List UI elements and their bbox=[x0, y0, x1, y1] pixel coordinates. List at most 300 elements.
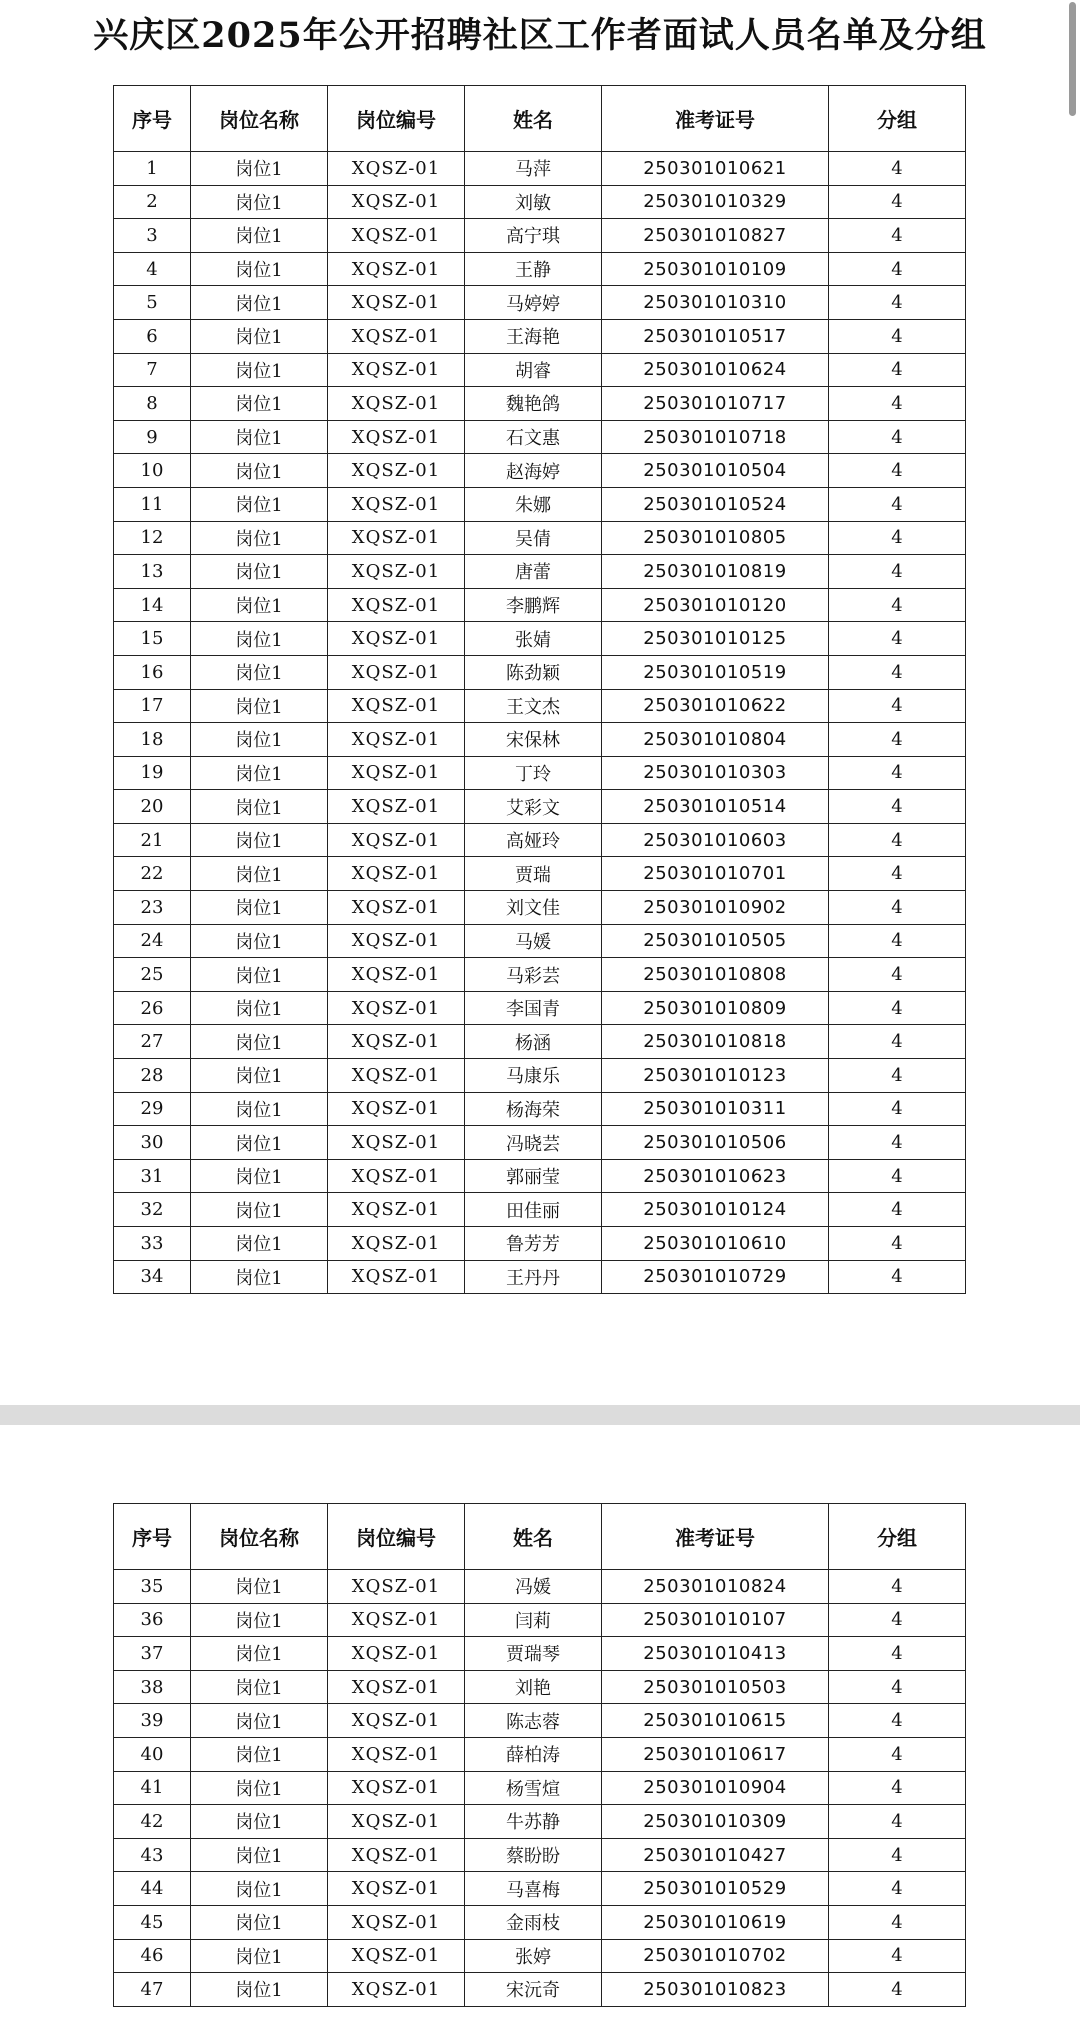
cell-group: 4 bbox=[829, 1227, 966, 1261]
cell-seq: 19 bbox=[114, 756, 191, 790]
cell-seq: 16 bbox=[114, 655, 191, 689]
cell-seq: 32 bbox=[114, 1193, 191, 1227]
cell-position-name: 岗位1 bbox=[191, 319, 328, 353]
cell-position-code: XQSZ-01 bbox=[328, 1126, 465, 1160]
cell-group: 4 bbox=[829, 1570, 966, 1604]
header-group: 分组 bbox=[829, 86, 966, 152]
cell-position-code: XQSZ-01 bbox=[328, 1025, 465, 1059]
cell-position-name: 岗位1 bbox=[191, 555, 328, 589]
cell-position-code: XQSZ-01 bbox=[328, 1771, 465, 1805]
cell-exam-id: 250301010125 bbox=[602, 622, 829, 656]
cell-position-name: 岗位1 bbox=[191, 1872, 328, 1906]
cell-group: 4 bbox=[829, 1159, 966, 1193]
cell-group: 4 bbox=[829, 1670, 966, 1704]
cell-exam-id: 250301010413 bbox=[602, 1637, 829, 1671]
cell-position-code: XQSZ-01 bbox=[328, 1260, 465, 1294]
cell-position-code: XQSZ-01 bbox=[328, 252, 465, 286]
cell-name: 李鹏辉 bbox=[465, 588, 602, 622]
cell-name: 刘艳 bbox=[465, 1670, 602, 1704]
table-row bbox=[114, 1126, 966, 1160]
cell-position-code: XQSZ-01 bbox=[328, 1227, 465, 1261]
cell-name: 薛柏涛 bbox=[465, 1737, 602, 1771]
cell-seq: 12 bbox=[114, 521, 191, 555]
cell-position-name: 岗位1 bbox=[191, 1704, 328, 1738]
cell-exam-id: 250301010310 bbox=[602, 286, 829, 320]
cell-position-name: 岗位1 bbox=[191, 152, 328, 186]
cell-position-name: 岗位1 bbox=[191, 1637, 328, 1671]
cell-exam-id: 250301010804 bbox=[602, 723, 829, 757]
cell-position-name: 岗位1 bbox=[191, 924, 328, 958]
cell-position-name: 岗位1 bbox=[191, 958, 328, 992]
table-row bbox=[114, 1973, 966, 2007]
cell-group: 4 bbox=[829, 991, 966, 1025]
cell-position-name: 岗位1 bbox=[191, 588, 328, 622]
cell-seq: 14 bbox=[114, 588, 191, 622]
cell-position-name: 岗位1 bbox=[191, 1737, 328, 1771]
cell-exam-id: 250301010824 bbox=[602, 1570, 829, 1604]
cell-group: 4 bbox=[829, 1838, 966, 1872]
table-row bbox=[114, 1838, 966, 1872]
header-name: 姓名 bbox=[465, 86, 602, 152]
header-exam-id: 准考证号 bbox=[602, 86, 829, 152]
cell-group: 4 bbox=[829, 1872, 966, 1906]
cell-group: 4 bbox=[829, 1737, 966, 1771]
cell-name: 杨海荣 bbox=[465, 1092, 602, 1126]
cell-name: 冯媛 bbox=[465, 1570, 602, 1604]
cell-name: 刘敏 bbox=[465, 185, 602, 219]
cell-exam-id: 250301010621 bbox=[602, 152, 829, 186]
cell-group: 4 bbox=[829, 723, 966, 757]
cell-seq: 21 bbox=[114, 823, 191, 857]
cell-position-name: 岗位1 bbox=[191, 655, 328, 689]
cell-name: 杨雪煊 bbox=[465, 1771, 602, 1805]
cell-position-name: 岗位1 bbox=[191, 420, 328, 454]
cell-position-name: 岗位1 bbox=[191, 252, 328, 286]
cell-name: 高娅玲 bbox=[465, 823, 602, 857]
cell-group: 4 bbox=[829, 319, 966, 353]
cell-seq: 8 bbox=[114, 387, 191, 421]
cell-group: 4 bbox=[829, 891, 966, 925]
cell-group: 4 bbox=[829, 152, 966, 186]
table-row bbox=[114, 185, 966, 219]
cell-group: 4 bbox=[829, 1260, 966, 1294]
cell-name: 宋沅奇 bbox=[465, 1973, 602, 2007]
cell-exam-id: 250301010617 bbox=[602, 1737, 829, 1771]
cell-exam-id: 250301010109 bbox=[602, 252, 829, 286]
cell-seq: 35 bbox=[114, 1570, 191, 1604]
cell-name: 贾瑞琴 bbox=[465, 1637, 602, 1671]
cell-position-code: XQSZ-01 bbox=[328, 219, 465, 253]
cell-seq: 33 bbox=[114, 1227, 191, 1261]
cell-exam-id: 250301010610 bbox=[602, 1227, 829, 1261]
header-position-code: 岗位编号 bbox=[328, 86, 465, 152]
cell-position-code: XQSZ-01 bbox=[328, 1838, 465, 1872]
cell-position-code: XQSZ-01 bbox=[328, 555, 465, 589]
cell-name: 石文惠 bbox=[465, 420, 602, 454]
table-row bbox=[114, 1670, 966, 1704]
table-row bbox=[114, 1260, 966, 1294]
table-row bbox=[114, 1872, 966, 1906]
cell-position-code: XQSZ-01 bbox=[328, 1570, 465, 1604]
document-page-2 bbox=[0, 1425, 1080, 2028]
cell-position-name: 岗位1 bbox=[191, 454, 328, 488]
cell-name: 蔡盼盼 bbox=[465, 1838, 602, 1872]
cell-seq: 46 bbox=[114, 1939, 191, 1973]
table-row bbox=[114, 723, 966, 757]
cell-seq: 26 bbox=[114, 991, 191, 1025]
cell-exam-id: 250301010519 bbox=[602, 655, 829, 689]
cell-position-code: XQSZ-01 bbox=[328, 655, 465, 689]
cell-position-code: XQSZ-01 bbox=[328, 1939, 465, 1973]
cell-seq: 1 bbox=[114, 152, 191, 186]
scrollbar[interactable] bbox=[1069, 2, 1076, 116]
table-header-row bbox=[114, 86, 966, 152]
header-group: 分组 bbox=[829, 1504, 966, 1570]
cell-seq: 5 bbox=[114, 286, 191, 320]
cell-seq: 45 bbox=[114, 1905, 191, 1939]
candidate-table-page-1 bbox=[113, 85, 966, 1294]
cell-position-code: XQSZ-01 bbox=[328, 319, 465, 353]
cell-position-code: XQSZ-01 bbox=[328, 185, 465, 219]
cell-group: 4 bbox=[829, 219, 966, 253]
cell-position-name: 岗位1 bbox=[191, 1025, 328, 1059]
cell-position-name: 岗位1 bbox=[191, 1670, 328, 1704]
cell-name: 马媛 bbox=[465, 924, 602, 958]
table-row bbox=[114, 823, 966, 857]
cell-exam-id: 250301010818 bbox=[602, 1025, 829, 1059]
cell-position-code: XQSZ-01 bbox=[328, 723, 465, 757]
table-header-row bbox=[114, 1504, 966, 1570]
cell-exam-id: 250301010809 bbox=[602, 991, 829, 1025]
table-row bbox=[114, 252, 966, 286]
cell-position-name: 岗位1 bbox=[191, 1905, 328, 1939]
cell-seq: 28 bbox=[114, 1059, 191, 1093]
cell-position-code: XQSZ-01 bbox=[328, 1805, 465, 1839]
table-row bbox=[114, 689, 966, 723]
cell-position-name: 岗位1 bbox=[191, 487, 328, 521]
table-row bbox=[114, 991, 966, 1025]
cell-position-name: 岗位1 bbox=[191, 353, 328, 387]
table-row bbox=[114, 286, 966, 320]
header-position-name: 岗位名称 bbox=[191, 86, 328, 152]
cell-position-code: XQSZ-01 bbox=[328, 1159, 465, 1193]
cell-exam-id: 250301010529 bbox=[602, 1872, 829, 1906]
cell-group: 4 bbox=[829, 1637, 966, 1671]
cell-name: 胡睿 bbox=[465, 353, 602, 387]
cell-group: 4 bbox=[829, 924, 966, 958]
cell-name: 马萍 bbox=[465, 152, 602, 186]
cell-name: 高宁琪 bbox=[465, 219, 602, 253]
cell-position-code: XQSZ-01 bbox=[328, 1737, 465, 1771]
table-row bbox=[114, 319, 966, 353]
cell-exam-id: 250301010124 bbox=[602, 1193, 829, 1227]
cell-position-name: 岗位1 bbox=[191, 1939, 328, 1973]
cell-name: 陈志蓉 bbox=[465, 1704, 602, 1738]
cell-group: 4 bbox=[829, 420, 966, 454]
cell-name: 吴倩 bbox=[465, 521, 602, 555]
cell-position-name: 岗位1 bbox=[191, 1603, 328, 1637]
document-title: 兴庆区2025年公开招聘社区工作者面试人员名单及分组 bbox=[93, 15, 987, 56]
cell-group: 4 bbox=[829, 823, 966, 857]
cell-position-name: 岗位1 bbox=[191, 1805, 328, 1839]
cell-exam-id: 250301010717 bbox=[602, 387, 829, 421]
table-row bbox=[114, 487, 966, 521]
cell-group: 4 bbox=[829, 689, 966, 723]
cell-exam-id: 250301010603 bbox=[602, 823, 829, 857]
cell-position-name: 岗位1 bbox=[191, 1227, 328, 1261]
table-row bbox=[114, 555, 966, 589]
cell-seq: 25 bbox=[114, 958, 191, 992]
cell-name: 马彩芸 bbox=[465, 958, 602, 992]
cell-name: 张婧 bbox=[465, 622, 602, 656]
table-row bbox=[114, 655, 966, 689]
cell-name: 王丹丹 bbox=[465, 1260, 602, 1294]
cell-exam-id: 250301010427 bbox=[602, 1838, 829, 1872]
cell-position-name: 岗位1 bbox=[191, 622, 328, 656]
table-row bbox=[114, 588, 966, 622]
cell-group: 4 bbox=[829, 1025, 966, 1059]
cell-group: 4 bbox=[829, 487, 966, 521]
cell-group: 4 bbox=[829, 1059, 966, 1093]
cell-position-name: 岗位1 bbox=[191, 857, 328, 891]
cell-group: 4 bbox=[829, 1126, 966, 1160]
cell-position-code: XQSZ-01 bbox=[328, 756, 465, 790]
cell-position-code: XQSZ-01 bbox=[328, 790, 465, 824]
cell-position-code: XQSZ-01 bbox=[328, 1670, 465, 1704]
cell-exam-id: 250301010123 bbox=[602, 1059, 829, 1093]
cell-name: 艾彩文 bbox=[465, 790, 602, 824]
cell-name: 王文杰 bbox=[465, 689, 602, 723]
cell-exam-id: 250301010309 bbox=[602, 1805, 829, 1839]
cell-group: 4 bbox=[829, 790, 966, 824]
cell-name: 田佳丽 bbox=[465, 1193, 602, 1227]
cell-seq: 47 bbox=[114, 1973, 191, 2007]
cell-name: 赵海婷 bbox=[465, 454, 602, 488]
cell-position-code: XQSZ-01 bbox=[328, 689, 465, 723]
cell-exam-id: 250301010504 bbox=[602, 454, 829, 488]
cell-exam-id: 250301010303 bbox=[602, 756, 829, 790]
cell-seq: 2 bbox=[114, 185, 191, 219]
table-row bbox=[114, 1805, 966, 1839]
cell-seq: 15 bbox=[114, 622, 191, 656]
cell-group: 4 bbox=[829, 1973, 966, 2007]
cell-position-code: XQSZ-01 bbox=[328, 1973, 465, 2007]
cell-group: 4 bbox=[829, 286, 966, 320]
cell-position-name: 岗位1 bbox=[191, 1126, 328, 1160]
cell-group: 4 bbox=[829, 1092, 966, 1126]
cell-position-name: 岗位1 bbox=[191, 1771, 328, 1805]
cell-position-code: XQSZ-01 bbox=[328, 1905, 465, 1939]
cell-exam-id: 250301010902 bbox=[602, 891, 829, 925]
cell-position-code: XQSZ-01 bbox=[328, 1059, 465, 1093]
cell-seq: 17 bbox=[114, 689, 191, 723]
cell-position-code: XQSZ-01 bbox=[328, 1637, 465, 1671]
cell-exam-id: 250301010623 bbox=[602, 1159, 829, 1193]
cell-exam-id: 250301010718 bbox=[602, 420, 829, 454]
cell-seq: 20 bbox=[114, 790, 191, 824]
cell-group: 4 bbox=[829, 1193, 966, 1227]
cell-group: 4 bbox=[829, 521, 966, 555]
cell-exam-id: 250301010827 bbox=[602, 219, 829, 253]
cell-position-code: XQSZ-01 bbox=[328, 924, 465, 958]
table-row bbox=[114, 1227, 966, 1261]
cell-name: 马康乐 bbox=[465, 1059, 602, 1093]
cell-seq: 44 bbox=[114, 1872, 191, 1906]
cell-seq: 27 bbox=[114, 1025, 191, 1059]
cell-position-name: 岗位1 bbox=[191, 185, 328, 219]
cell-seq: 13 bbox=[114, 555, 191, 589]
cell-position-name: 岗位1 bbox=[191, 891, 328, 925]
cell-exam-id: 250301010514 bbox=[602, 790, 829, 824]
cell-exam-id: 250301010506 bbox=[602, 1126, 829, 1160]
cell-seq: 7 bbox=[114, 353, 191, 387]
cell-position-name: 岗位1 bbox=[191, 286, 328, 320]
cell-position-code: XQSZ-01 bbox=[328, 487, 465, 521]
table-row bbox=[114, 1737, 966, 1771]
cell-exam-id: 250301010805 bbox=[602, 521, 829, 555]
cell-name: 郭丽莹 bbox=[465, 1159, 602, 1193]
cell-position-name: 岗位1 bbox=[191, 387, 328, 421]
cell-position-code: XQSZ-01 bbox=[328, 387, 465, 421]
cell-name: 鲁芳芳 bbox=[465, 1227, 602, 1261]
table-row bbox=[114, 790, 966, 824]
cell-exam-id: 250301010517 bbox=[602, 319, 829, 353]
table-row bbox=[114, 521, 966, 555]
cell-exam-id: 250301010107 bbox=[602, 1603, 829, 1637]
cell-exam-id: 250301010823 bbox=[602, 1973, 829, 2007]
cell-name: 贾瑞 bbox=[465, 857, 602, 891]
cell-position-code: XQSZ-01 bbox=[328, 991, 465, 1025]
cell-position-code: XQSZ-01 bbox=[328, 521, 465, 555]
cell-exam-id: 250301010524 bbox=[602, 487, 829, 521]
cell-name: 牛苏静 bbox=[465, 1805, 602, 1839]
cell-position-code: XQSZ-01 bbox=[328, 286, 465, 320]
cell-seq: 42 bbox=[114, 1805, 191, 1839]
cell-exam-id: 250301010904 bbox=[602, 1771, 829, 1805]
cell-exam-id: 250301010729 bbox=[602, 1260, 829, 1294]
cell-name: 王海艳 bbox=[465, 319, 602, 353]
cell-exam-id: 250301010819 bbox=[602, 555, 829, 589]
cell-position-name: 岗位1 bbox=[191, 219, 328, 253]
cell-seq: 24 bbox=[114, 924, 191, 958]
cell-position-code: XQSZ-01 bbox=[328, 891, 465, 925]
header-position-code: 岗位编号 bbox=[328, 1504, 465, 1570]
cell-position-name: 岗位1 bbox=[191, 991, 328, 1025]
header-exam-id: 准考证号 bbox=[602, 1504, 829, 1570]
cell-position-code: XQSZ-01 bbox=[328, 1092, 465, 1126]
cell-group: 4 bbox=[829, 1805, 966, 1839]
table-row bbox=[114, 353, 966, 387]
table-row bbox=[114, 1059, 966, 1093]
table-row bbox=[114, 219, 966, 253]
table-row bbox=[114, 1025, 966, 1059]
cell-group: 4 bbox=[829, 958, 966, 992]
table-row bbox=[114, 1603, 966, 1637]
cell-position-name: 岗位1 bbox=[191, 689, 328, 723]
cell-position-name: 岗位1 bbox=[191, 1159, 328, 1193]
cell-position-name: 岗位1 bbox=[191, 756, 328, 790]
cell-name: 陈劲颖 bbox=[465, 655, 602, 689]
cell-seq: 40 bbox=[114, 1737, 191, 1771]
candidate-table-page-2 bbox=[113, 1503, 966, 2007]
table-row bbox=[114, 756, 966, 790]
cell-name: 闫莉 bbox=[465, 1603, 602, 1637]
cell-seq: 39 bbox=[114, 1704, 191, 1738]
table-row bbox=[114, 1159, 966, 1193]
cell-seq: 34 bbox=[114, 1260, 191, 1294]
cell-seq: 37 bbox=[114, 1637, 191, 1671]
table-row bbox=[114, 1939, 966, 1973]
cell-exam-id: 250301010505 bbox=[602, 924, 829, 958]
cell-group: 4 bbox=[829, 756, 966, 790]
header-seq: 序号 bbox=[114, 86, 191, 152]
cell-seq: 22 bbox=[114, 857, 191, 891]
cell-group: 4 bbox=[829, 555, 966, 589]
cell-position-name: 岗位1 bbox=[191, 1059, 328, 1093]
table-row bbox=[114, 1704, 966, 1738]
table-row bbox=[114, 454, 966, 488]
cell-exam-id: 250301010622 bbox=[602, 689, 829, 723]
cell-exam-id: 250301010503 bbox=[602, 1670, 829, 1704]
cell-position-code: XQSZ-01 bbox=[328, 588, 465, 622]
table-row bbox=[114, 924, 966, 958]
cell-position-code: XQSZ-01 bbox=[328, 1193, 465, 1227]
header-position-name: 岗位名称 bbox=[191, 1504, 328, 1570]
cell-exam-id: 250301010329 bbox=[602, 185, 829, 219]
cell-position-name: 岗位1 bbox=[191, 823, 328, 857]
cell-name: 张婷 bbox=[465, 1939, 602, 1973]
cell-group: 4 bbox=[829, 1905, 966, 1939]
cell-name: 刘文佳 bbox=[465, 891, 602, 925]
cell-group: 4 bbox=[829, 185, 966, 219]
table-row bbox=[114, 622, 966, 656]
cell-position-name: 岗位1 bbox=[191, 1838, 328, 1872]
cell-seq: 31 bbox=[114, 1159, 191, 1193]
cell-seq: 3 bbox=[114, 219, 191, 253]
cell-name: 李国青 bbox=[465, 991, 602, 1025]
cell-position-name: 岗位1 bbox=[191, 790, 328, 824]
cell-group: 4 bbox=[829, 252, 966, 286]
cell-exam-id: 250301010615 bbox=[602, 1704, 829, 1738]
cell-position-name: 岗位1 bbox=[191, 723, 328, 757]
cell-position-code: XQSZ-01 bbox=[328, 420, 465, 454]
cell-position-name: 岗位1 bbox=[191, 1973, 328, 2007]
page-separator bbox=[0, 1405, 1080, 1425]
cell-name: 冯晓芸 bbox=[465, 1126, 602, 1160]
table-row bbox=[114, 420, 966, 454]
cell-name: 丁玲 bbox=[465, 756, 602, 790]
cell-name: 马婷婷 bbox=[465, 286, 602, 320]
cell-position-name: 岗位1 bbox=[191, 1193, 328, 1227]
cell-position-name: 岗位1 bbox=[191, 1260, 328, 1294]
cell-name: 朱娜 bbox=[465, 487, 602, 521]
table-row bbox=[114, 958, 966, 992]
cell-group: 4 bbox=[829, 1603, 966, 1637]
table-row bbox=[114, 1905, 966, 1939]
cell-position-name: 岗位1 bbox=[191, 521, 328, 555]
table-row bbox=[114, 1092, 966, 1126]
cell-exam-id: 250301010701 bbox=[602, 857, 829, 891]
cell-group: 4 bbox=[829, 622, 966, 656]
table-row bbox=[114, 1771, 966, 1805]
cell-seq: 29 bbox=[114, 1092, 191, 1126]
cell-exam-id: 250301010808 bbox=[602, 958, 829, 992]
cell-group: 4 bbox=[829, 655, 966, 689]
cell-position-code: XQSZ-01 bbox=[328, 622, 465, 656]
cell-position-code: XQSZ-01 bbox=[328, 152, 465, 186]
cell-seq: 10 bbox=[114, 454, 191, 488]
cell-group: 4 bbox=[829, 353, 966, 387]
